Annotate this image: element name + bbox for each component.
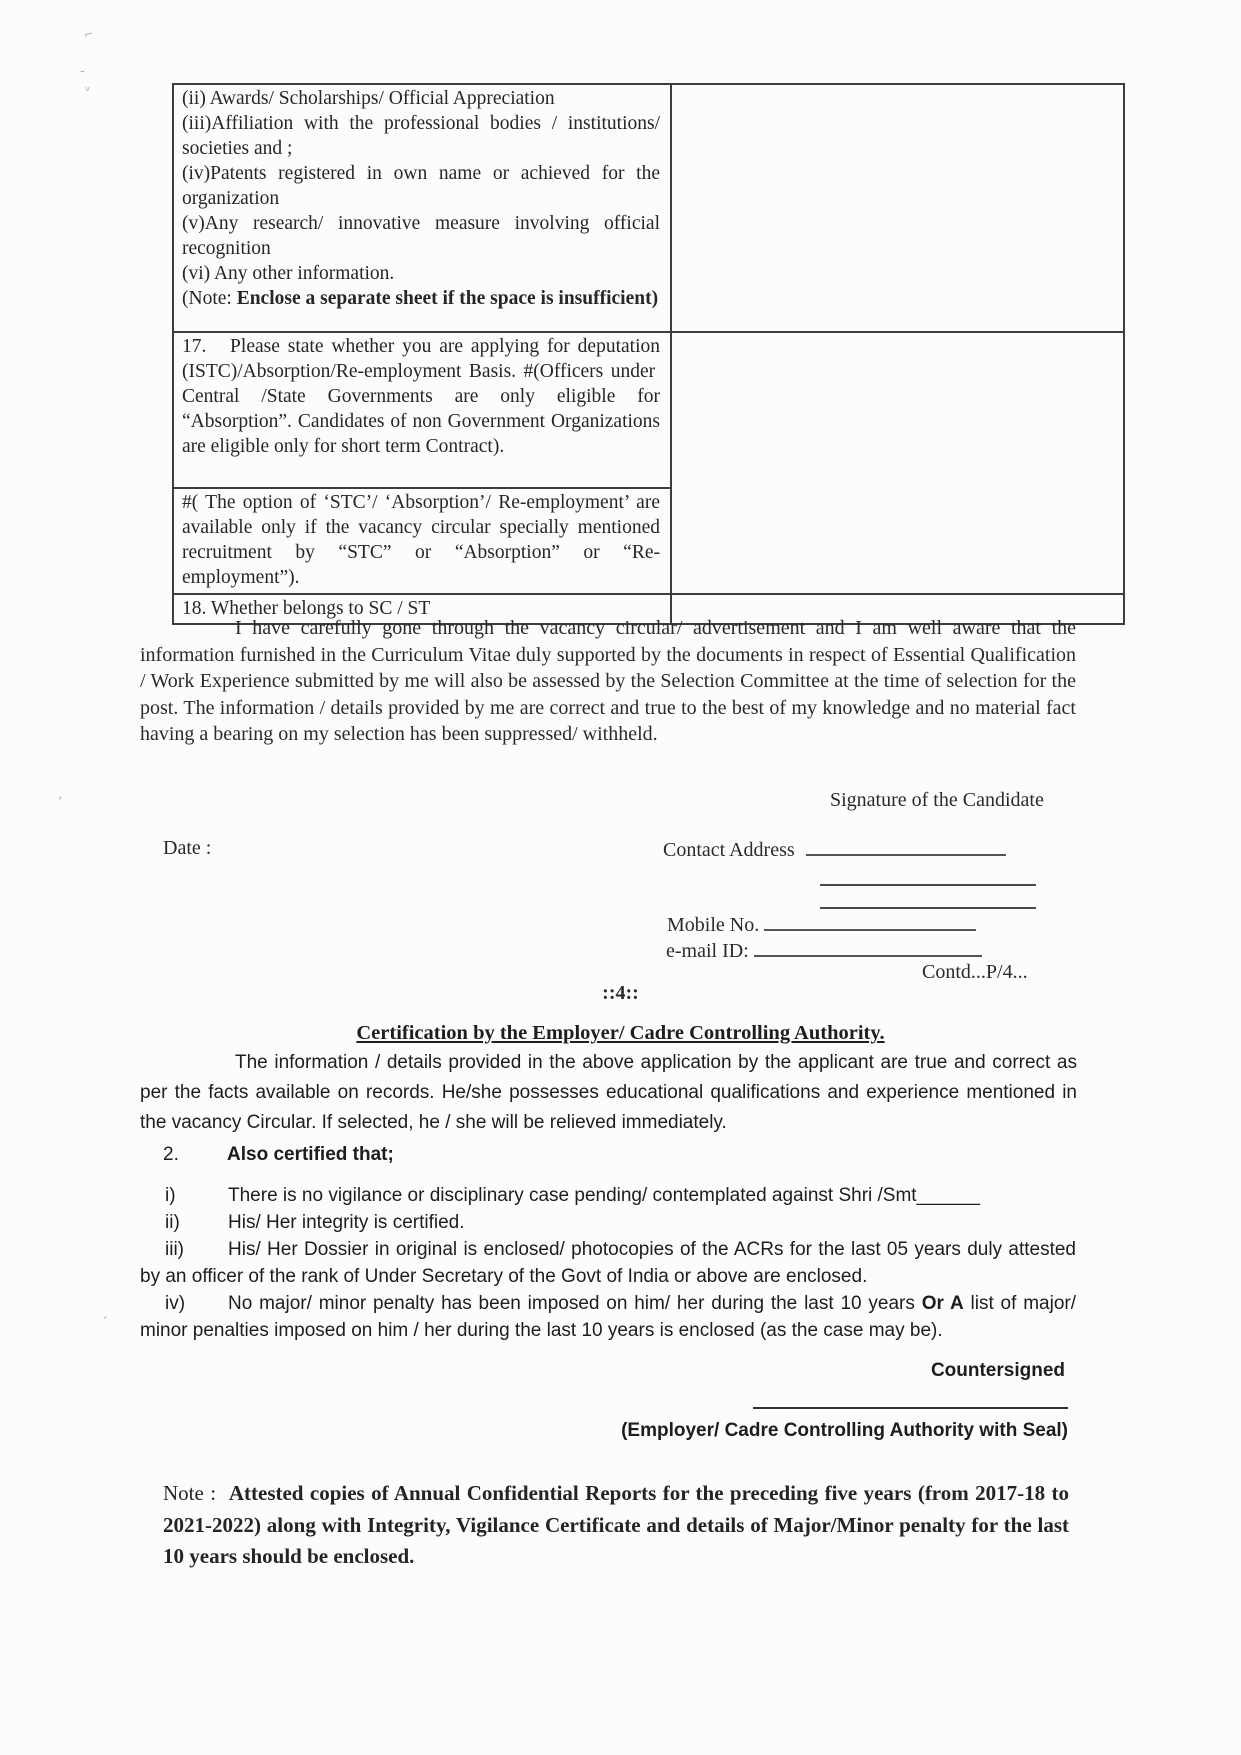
item-iii-text: His/ Her Dossier in original is enclosed/ photocopies of the ACRs for the last 05 years duly attested by an officer of the rank of Under Secretary of the Govt of India or above are enclosed. [140,1239,1076,1287]
question-18-text: 18. Whether belongs to SC / ST [182,598,431,619]
item-ii: (ii) Awards/ Scholarships/ Official Appreciation [182,88,555,109]
item-iii: (iii)Affiliation with the professional bodies / institutions/ societies and ; [182,113,660,159]
item-iii-number: iii) [165,1239,184,1260]
cert-item-iii [140,1236,1076,1290]
contd-page-marker: Contd...P/4... [922,961,1028,983]
employer-seal-label: (Employer/ Cadre Controlling Authority with Seal) [621,1420,1068,1441]
email-label: e-mail ID: [666,940,749,962]
cert-item-ii [140,1209,1076,1236]
contact-address-blank-2 [820,884,1036,886]
footnote-stc-text: #( The option of ‘STC’/ ‘Absorption’/ Re-employment’ are available only if the vacancy circular specially mentioned recruitment by “STC” or “Absorption” or “Re-employment”). [182,492,660,588]
item-ii-text: His/ Her integrity is certified. [228,1212,465,1233]
cell-question-17-footnote [173,488,671,594]
contact-address-blank-1 [806,836,1006,856]
scan-mark: ⌐ [82,27,95,42]
mobile-row [667,911,976,938]
scan-mark: ‐ [80,64,85,79]
item-vi: (vi) Any other information. [182,263,395,284]
cell-answer-blank [671,332,1124,594]
note-label: Note : [163,1481,229,1505]
table-row [173,84,1124,332]
note-prefix: (Note: [182,288,237,309]
questions-table [172,83,1125,625]
item-iv-text-bold: Or A [921,1293,964,1314]
employer-signature-line [753,1407,1068,1409]
also-certified-label: Also certified that; [227,1144,394,1165]
scan-mark: ’ [58,795,63,811]
item-i-text: There is no vigilance or disciplinary case pending/ contemplated against Shri /Smt______ [228,1185,980,1206]
scan-mark: ´ [101,1316,108,1332]
table-row [173,332,1124,488]
item-note [182,286,660,311]
scan-mark: ᵥ [85,80,91,95]
page-number-marker: ::4:: [602,982,639,1004]
bottom-note [163,1478,1069,1573]
contact-address-blank-3 [820,907,1036,909]
cert-item-iv [140,1290,1076,1344]
question-17-text: 17. Please state whether you are applying for deputation (ISTC)/Absorption/Re-employment Basis. #(Officers under Central /State Governments are only eligible for “Absorption”. Candidates of non Government Organizations are eligible only for short term Contract). [182,336,660,457]
note-bold-text: Enclose a separate sheet if the space is insufficient) [236,288,659,309]
certification-items-list [140,1182,1076,1344]
also-certified-row [163,1144,394,1166]
item-v: (v)Any research/ innovative measure involving official recognition [182,213,660,259]
note-text: Attested copies of Annual Confidential Reports for the preceding five years (from 2017-18 to 2021-2022) along with Integrity, Vigilance Certificate and details of Major/Minor penalty for the last 10 years should be enclosed. [163,1481,1070,1568]
item-iv-text-post: list of major/ minor penalties imposed on him / her during the last 10 years is enclosed (as the case may be). [140,1293,1077,1341]
item-iv: (iv)Patents registered in own name or achieved for the organization [182,163,660,209]
declaration-paragraph: I have carefully gone through the vacancy circular/ advertisement and I am well aware that the information furnished in the Curriculum Vitae duly supported by the documents in respect of Essential Qualification / Work Experience submitted by me will also be assessed by the Selection Committee at the time of selection for the post. The information / details provided by me are correct and true to the best of my knowledge and no material fact having a bearing on my selection has been suppressed/ withheld. [140,617,1076,745]
cert-item-i [140,1182,1076,1209]
item-i-number: i) [165,1185,176,1206]
mobile-label: Mobile No. [667,914,760,936]
contact-address-row [663,836,1006,863]
email-blank [754,937,982,957]
item-2-number: 2. [163,1144,179,1165]
item-iv-text-pre: No major/ minor penalty has been imposed on him/ her during the last 10 years [228,1293,922,1314]
date-label: Date : [163,837,212,859]
certification-paragraph: The information / details provided in the above application by the applicant are true and correct as per the facts available on records. He/she possesses educational qualifications and experience mentioned in the vacancy Circular. If selected, he / she will be relieved immediately. [140,1052,1077,1133]
item-iv-number: iv) [165,1293,186,1314]
certification-heading: Certification by the Employer/ Cadre Controlling Authority. [356,1022,885,1044]
cell-question-17 [173,332,671,488]
cell-answer-blank [671,84,1124,332]
item-ii-number: ii) [165,1212,180,1233]
cell-question-16-items [173,84,671,332]
contact-address-label: Contact Address [663,839,795,861]
countersigned-label: Countersigned [930,1360,1065,1381]
signature-of-candidate-label: Signature of the Candidate [830,789,1044,811]
mobile-blank [764,911,976,931]
